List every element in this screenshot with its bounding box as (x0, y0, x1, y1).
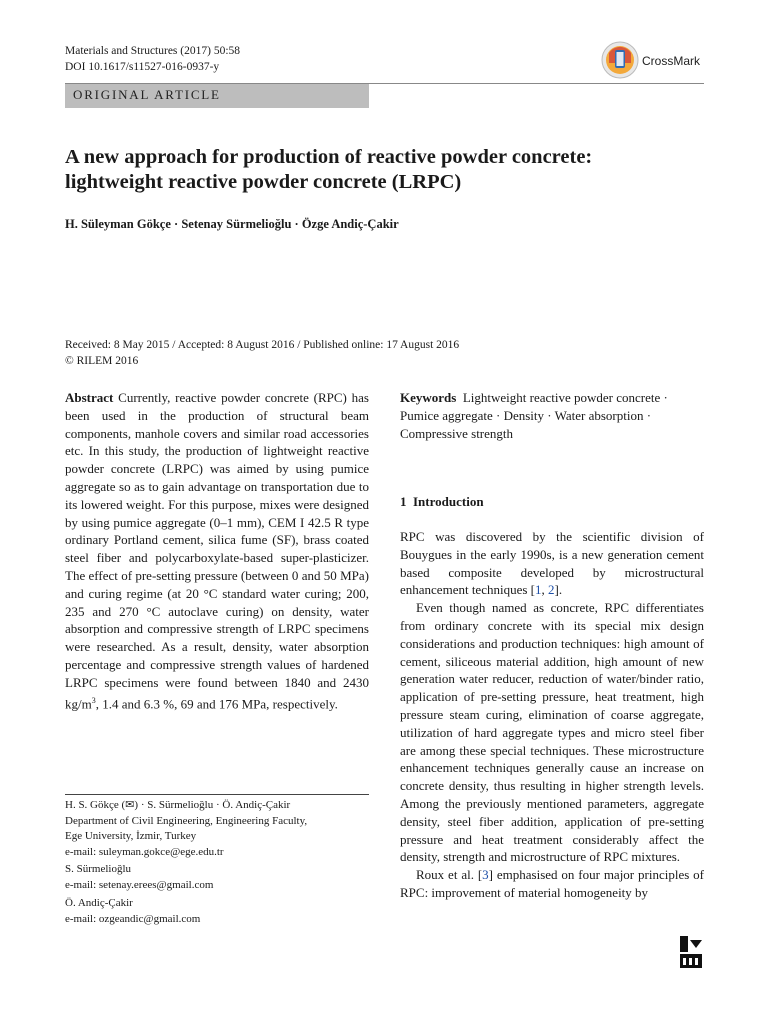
intro-paragraph-1 (400, 528, 704, 599)
footnote-authors: H. S. Gökçe (✉) · S. Sürmelioğlu · Ö. Andiç-Çakir (65, 799, 291, 811)
title-line-2: lightweight reactive powder concrete (LRPC) (65, 171, 462, 193)
crossmark-label: CrossMark (642, 54, 701, 68)
keywords-heading: Keywords (400, 390, 457, 405)
intro-paragraph-3 (400, 866, 704, 902)
crossmark-badge[interactable] (601, 41, 721, 81)
author-list: H. Süleyman Gökçe · Setenay Sürmelioğlu · Özge Andiç-Çakir (65, 217, 399, 231)
journal-info (65, 43, 240, 75)
doi-link[interactable]: DOI 10.1617/s11527-016-0937-y (65, 61, 220, 73)
citation-link[interactable]: 3 (482, 867, 489, 883)
citation-separator: , (541, 582, 548, 598)
footnote-name-3: Ö. Andiç-Çakir (65, 897, 133, 909)
footnote-author-3 (65, 896, 200, 927)
abstract (65, 389, 369, 713)
intro-paragraph-2: Even though named as concrete, RPC differentiates from ordinary concrete with its special mix design considerations and production techniques: high amount of cement, siliceous material addition, high amount of new generation water reducer, reduction of water/binder ratio, application of pre-setting pressure, heat treatment, high pressure steam curing, elimination of coarse aggregate, utilization of hard aggregate types and micro steel fiber are among these special techniques. These microstructure enhancement techniques generally cause an increase on concrete density, thus resulting in higher strength levels. Among the previously mentioned parameters, aggregate density, steel fiber addition, application of pre-setting pressure and heat treatment considerably affect the density, strength and microstructure of RPC mixtures. (400, 600, 704, 865)
citation-link[interactable]: 1 (535, 582, 542, 598)
footnote-author-2 (65, 862, 213, 893)
keywords (400, 389, 704, 442)
footnote-affiliation (65, 798, 307, 860)
paper-title (65, 145, 705, 195)
abstract-text-end: , 1.4 and 6.3 %, 69 and 176 MPa, respectively. (95, 695, 338, 711)
crossmark-icon (601, 41, 639, 79)
rilem-logo (678, 934, 704, 970)
journal-citation: Materials and Structures (2017) 50:58 (65, 45, 241, 57)
citation-link[interactable]: 2 (548, 582, 555, 598)
abstract-text: Currently, reactive powder concrete (RPC) has been used in the production of structural beam components, manhole covers and similar road accessories etc. In this study, the production of lightweight reactive powder concrete (LRPC) was aimed by using pumice aggregate so as to gain advantage on transportation due to its lowered weight. For this purpose, mixes were designed by using pumice aggregate (0–1 mm), CEM I 42.5 R type ordinary Portland cement, silica fume (SF), brass coated steel fiber and polycarboxylate-based super-plasticizer. The effect of pre-setting pressure (between 0 and 50 MPa) and curing regime (at 20 °C standard water curing; 200, 235 and 270 °C autoclave curing) on density, water absorption and compressive strength of LRPC specimens were researched. As a result, density, water absorption percentage and compressive strength values of hardened LRPC specimens were found between 1840 and 2430 kg/m (65, 390, 369, 711)
section-heading-introduction: 1 Introduction (400, 494, 484, 509)
footnote-department: Department of Civil Engineering, Engineering Faculty, (65, 814, 308, 827)
rilem-icon (678, 934, 704, 970)
footnote-rule (65, 794, 369, 795)
article-type-label: ORIGINAL ARTICLE (73, 87, 221, 102)
article-type-badge (65, 84, 369, 108)
intro-p1-end: ]. (554, 582, 563, 598)
intro-p3-text: Roux et al. [ (416, 867, 483, 883)
publication-dates (65, 337, 459, 369)
intro-p1-text: RPC was discovered by the scientific division of Bouygues in the early 1990s, is a new generation cement based composite developed by microstructural enhancement techniques [ (400, 529, 704, 598)
received-accepted-published: Received: 8 May 2015 / Accepted: 8 August 2016 / Published online: 17 August 2016 (65, 339, 460, 351)
intro-p3-end: ] emphasised on four major principles of RPC: improvement of material homogeneity by (400, 867, 704, 900)
footnote-email-3[interactable]: e-mail: ozgeandic@gmail.com (65, 912, 201, 925)
abstract-superscript: 3 (91, 695, 96, 705)
footnote-email-2[interactable]: e-mail: setenay.erees@gmail.com (65, 878, 214, 891)
footnote-email-1[interactable]: e-mail: suleyman.gokce@ege.edu.tr (65, 845, 224, 858)
footnote-name-2: S. Sürmelioğlu (65, 863, 132, 875)
copyright: © RILEM 2016 (65, 355, 139, 367)
footnote-university: Ege University, İzmir, Turkey (65, 830, 197, 842)
keywords-text: Lightweight reactive powder concrete · Pumice aggregate · Density · Water absorption · Compressive strength (400, 390, 668, 441)
title-line-1: A new approach for production of reactive powder concrete: (65, 146, 593, 168)
abstract-heading: Abstract (65, 390, 114, 405)
introduction-body (400, 528, 704, 902)
